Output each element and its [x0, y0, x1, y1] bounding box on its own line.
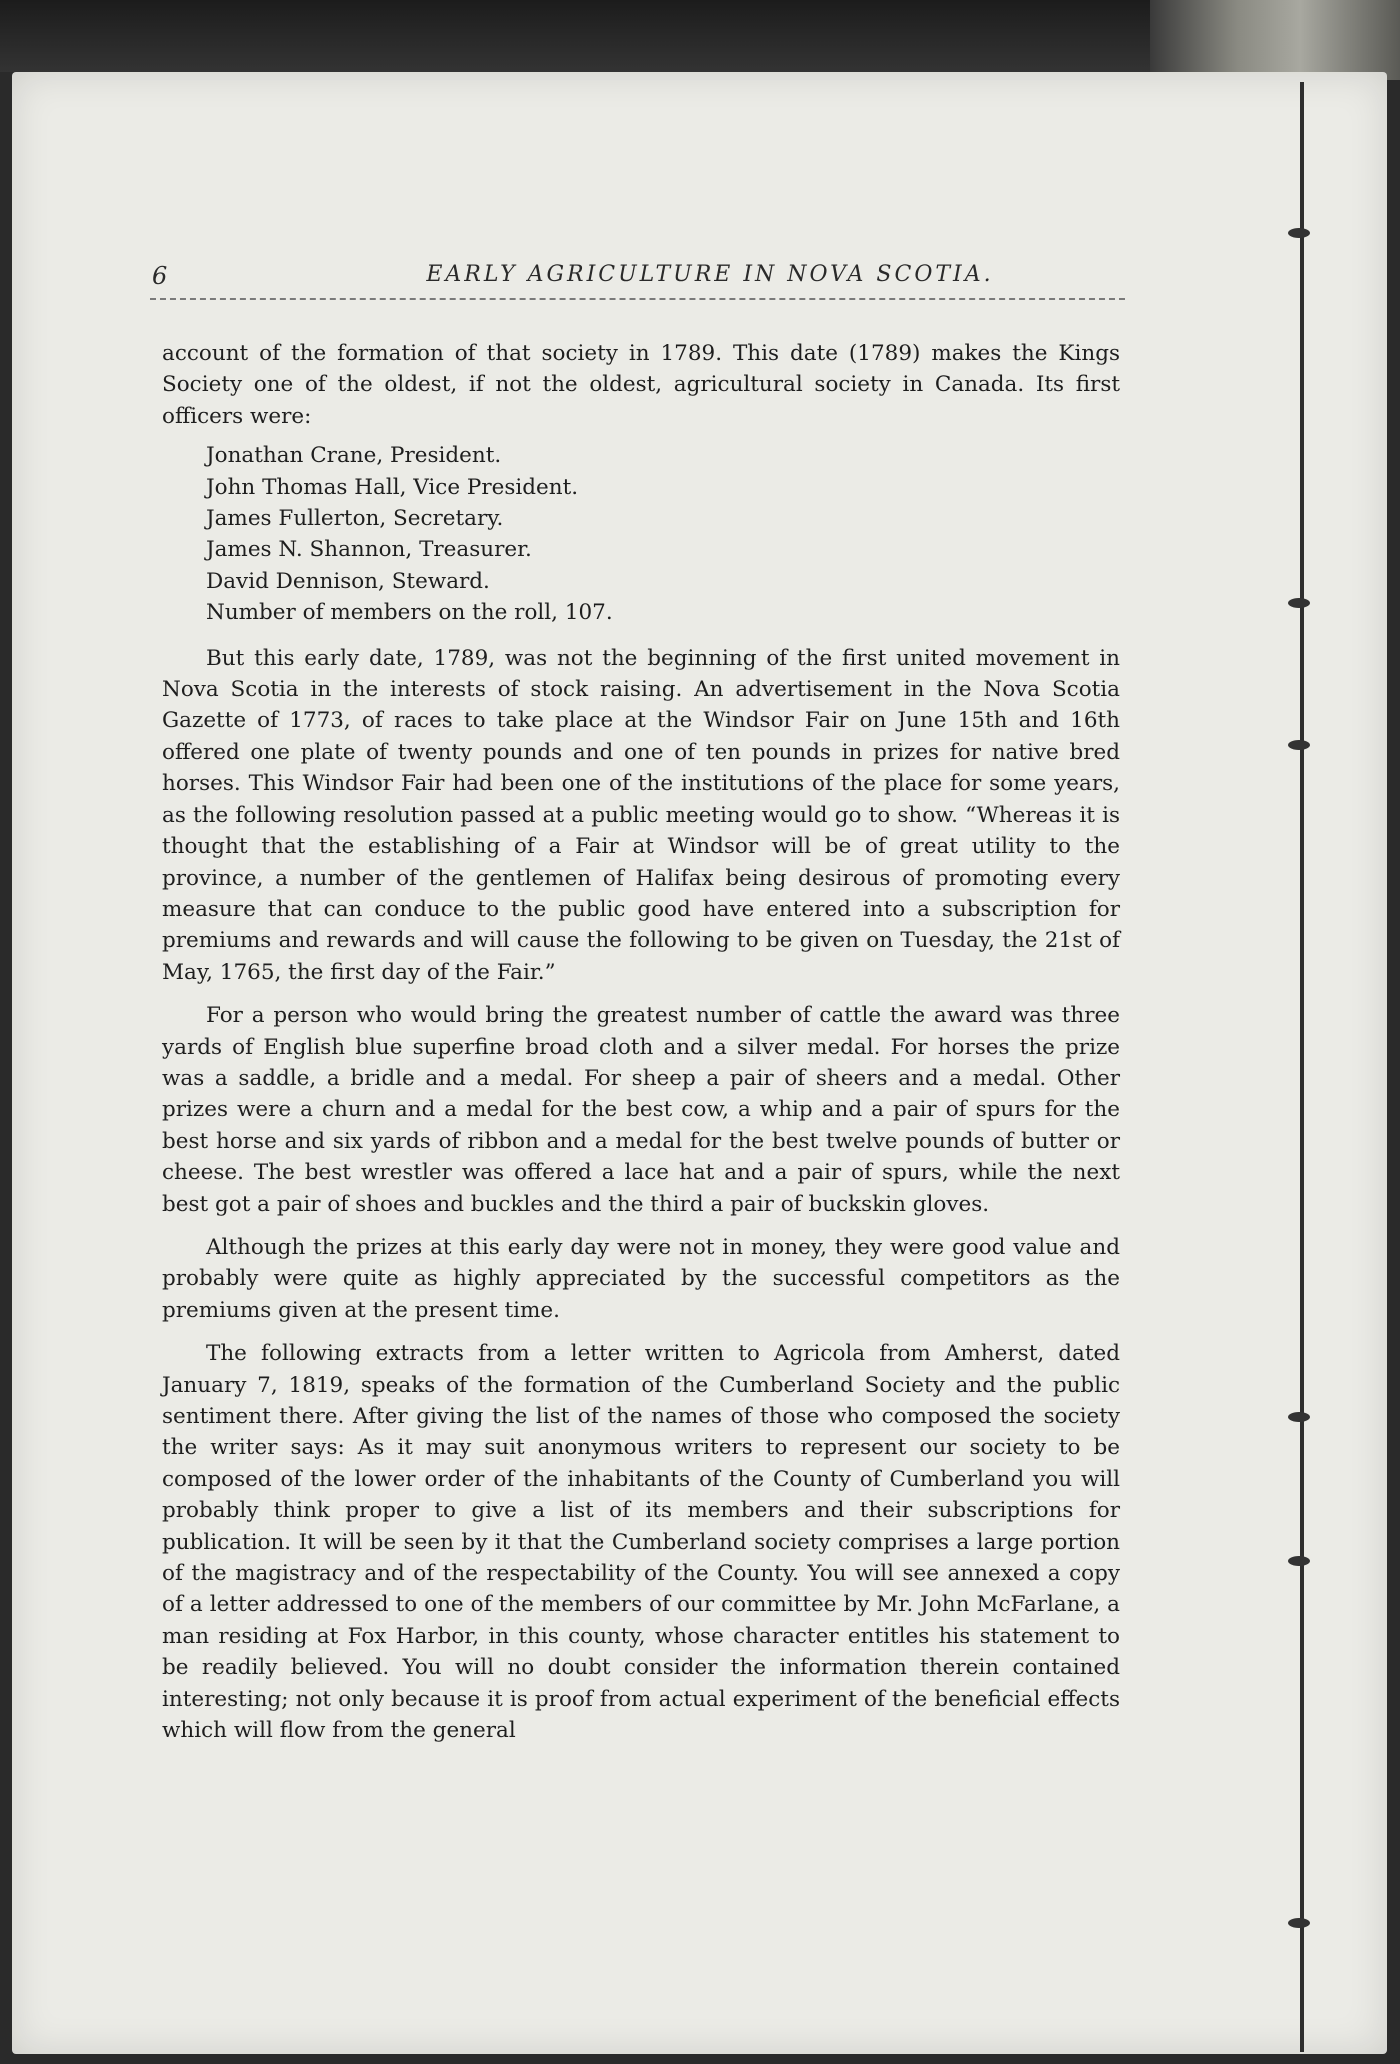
officer-item: David Dennison, Steward. — [206, 568, 490, 594]
page-header — [150, 258, 1125, 300]
paragraph-intro: account of the formation of that society in 1789. This date (1789) makes the Kings Society one of the oldest, if not the oldest, agricultural society in Canada. Its first officers were: — [162, 341, 1120, 429]
edge-mark — [1288, 228, 1310, 238]
edge-mark — [1288, 740, 1310, 750]
paragraph-prize-value: Although the prizes at this early day were not in money, they were good value and probably were quite as highly appreciated by the successful competitors as the premiums given at the present time. — [162, 1234, 1120, 1323]
officer-item: John Thomas Hall, Vice President. — [206, 474, 579, 500]
officer-item: James Fullerton, Secretary. — [206, 506, 504, 532]
officer-item: Jonathan Crane, President. — [206, 443, 502, 469]
paragraph-cumberland-letter: The following extracts from a letter written to Agricola from Amherst, dated January 7, 1819, speaks of the formation of the Cumberland Society and the public sentiment there. After giving the list of the names of those who composed the society the writer says: As it may suit anonymous writers to represent our society to be composed of the lower order of the inhabitants of the County of Cumberland you will probably think proper to give a list of its members and their subscriptions for publication. It will be seen by it that the Cumberland society comprises a large portion of the magistracy and of the respectability of the County. You will see annexed a copy of a letter addressed to one of the members of our committee by Mr. John McFarlane, a man residing at Fox Harbor, in this county, whose character entitles his statement to be readily believed. You will no doubt consider the information therein contained interesting; not only because it is proof from actual experiment of the beneficial effects which will flow from the general — [162, 1341, 1120, 1744]
paragraph-prizes: For a person who would bring the greatest number of cattle the award was three yards of English blue superfine broad cloth and a silver medal. For horses the prize was a saddle, a bridle and a medal. For sheep a pair of sheers and a medal. Other prizes were a churn and a medal for the best cow, a whip and a pair of spurs for the best horse and six yards of ribbon and a medal for the best twelve pounds of butter or cheese. The best wrestler was offered a lace hat and a pair of spurs, while the next best got a pair of shoes and buckles and the third a pair of buckskin gloves. — [162, 1003, 1120, 1217]
scan-top-highlight — [1150, 0, 1400, 80]
edge-mark — [1288, 1918, 1310, 1928]
officer-item: James N. Shannon, Treasurer. — [206, 537, 532, 563]
paragraph-windsor-fair: But this early date, 1789, was not the beginning of the first united movement in Nova Scotia in the interests of stock raising. An advertisement in the Nova Scotia Gazette of 1773, of races to take place at the Windsor Fair on June 15th and 16th offered one plate of twenty pounds and one of ten pounds in prizes for native bred horses. This Windsor Fair had been one of the institutions of the place for some years, as the following resolution passed at a public meeting would go to show. “Whereas it is thought that the establishing of a Fair at Windsor will be of great utility to the province, a number of the gentlemen of Halifax being desirous of promoting every measure that can conduce to the public good have entered into a subscription for premiums and rewards and will cause the following to be given on Tuesday, the 21st of May, 1765, the first day of the Fair.” — [162, 645, 1120, 985]
page-body — [162, 338, 1120, 1746]
page-number: 6 — [152, 262, 168, 290]
edge-mark — [1288, 1412, 1310, 1422]
member-count: Number of members on the roll, 107. — [206, 600, 613, 626]
edge-mark — [1288, 598, 1310, 608]
page-fold-edge — [1300, 82, 1304, 2052]
officers-list — [206, 440, 1120, 628]
edge-mark — [1288, 1556, 1310, 1566]
scan-top-border — [0, 0, 1400, 72]
running-title: EARLY AGRICULTURE IN NOVA SCOTIA. — [426, 262, 994, 287]
